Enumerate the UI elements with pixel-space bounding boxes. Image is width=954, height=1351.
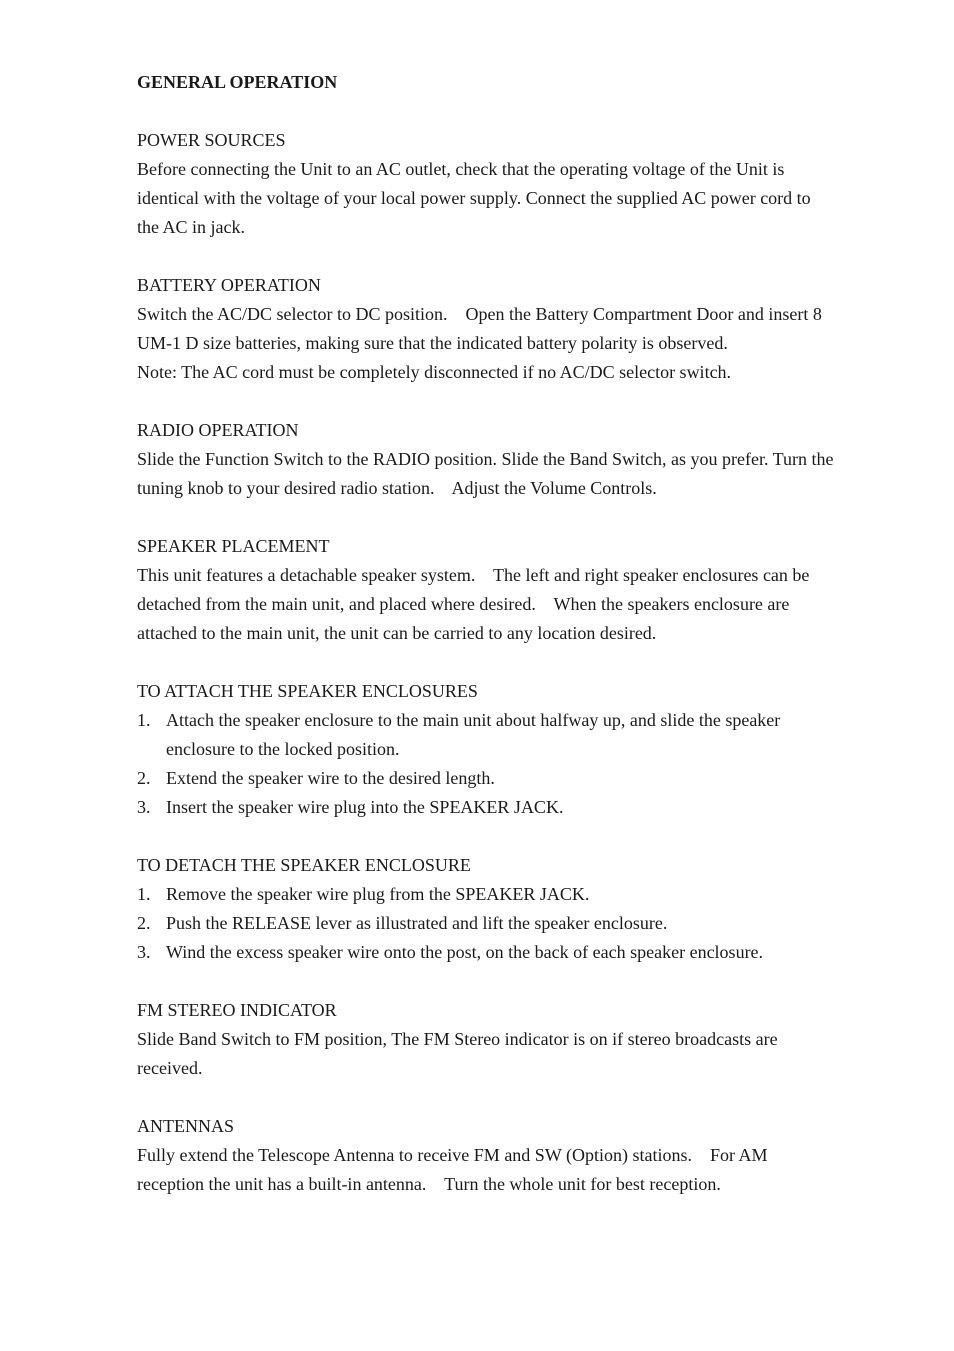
section-heading: POWER SOURCES [137,130,286,150]
step-text: Wind the excess speaker wire onto the post, on the back of each speaker enclosure. [166,942,764,962]
list-item [137,793,837,822]
step-text: Remove the speaker wire plug from the SPEAKER JACK. [166,884,590,904]
section-heading: SPEAKER PLACEMENT [137,536,330,556]
list-item [137,909,837,938]
section-fm-stereo-indicator [137,996,837,1083]
section-attach-enclosures [137,677,837,822]
document-page [137,68,837,1199]
step-text: Push the RELEASE lever as illustrated and lift the speaker enclosure. [166,913,668,933]
section-heading: BATTERY OPERATION [137,275,321,295]
section-heading: RADIO OPERATION [137,420,299,440]
steps-list [137,880,837,967]
section-antennas [137,1112,837,1199]
step-number: 2. [137,913,151,933]
section-body: Switch the AC/DC selector to DC position. Open the Battery Compartment Door and insert 8 UM-1 D size batteries, making sure that the indicated battery polarity is observed. [137,304,827,353]
section-power-sources [137,126,837,242]
section-heading: ANTENNAS [137,1116,234,1136]
list-item [137,880,837,909]
step-text: Extend the speaker wire to the desired length. [166,768,495,788]
steps-list [137,706,837,822]
section-body: Slide Band Switch to FM position, The FM Stereo indicator is on if stereo broadcasts are received. [137,1029,778,1078]
step-number: 3. [137,942,151,962]
step-number: 2. [137,768,151,788]
document-title: GENERAL OPERATION [137,72,338,92]
list-item [137,938,837,967]
step-text: Attach the speaker enclosure to the main unit about halfway up, and slide the speaker enclosure to the locked position. [166,710,781,759]
section-note: Note: The AC cord must be completely disconnected if no AC/DC selector switch. [137,362,732,382]
section-body: Slide the Function Switch to the RADIO position. Slide the Band Switch, as you prefer. Turn the tuning knob to your desired radio station. Adjust the Volume Controls. [137,449,838,498]
section-body: Fully extend the Telescope Antenna to receive FM and SW (Option) stations. For AM reception the unit has a built-in antenna. Turn the whole unit for best reception. [137,1145,772,1194]
section-detach-enclosure [137,851,837,967]
section-battery-operation [137,271,837,387]
section-body: This unit features a detachable speaker system. The left and right speaker enclosures can be detached from the main unit, and placed where desired. When the speakers enclosure are attached to the main unit, the unit can be carried to any location desired. [137,565,814,643]
step-text: Insert the speaker wire plug into the SPEAKER JACK. [166,797,564,817]
step-number: 3. [137,797,151,817]
step-number: 1. [137,710,151,730]
step-number: 1. [137,884,151,904]
list-item [137,764,837,793]
section-speaker-placement [137,532,837,648]
section-heading: FM STEREO INDICATOR [137,1000,337,1020]
list-item [137,706,837,764]
section-body: Before connecting the Unit to an AC outlet, check that the operating voltage of the Unit is identical with the voltage of your local power supply. Connect the supplied AC power cord to the AC in jack. [137,159,811,237]
section-radio-operation [137,416,837,503]
section-heading: TO ATTACH THE SPEAKER ENCLOSURES [137,681,478,701]
section-heading: TO DETACH THE SPEAKER ENCLOSURE [137,855,471,875]
